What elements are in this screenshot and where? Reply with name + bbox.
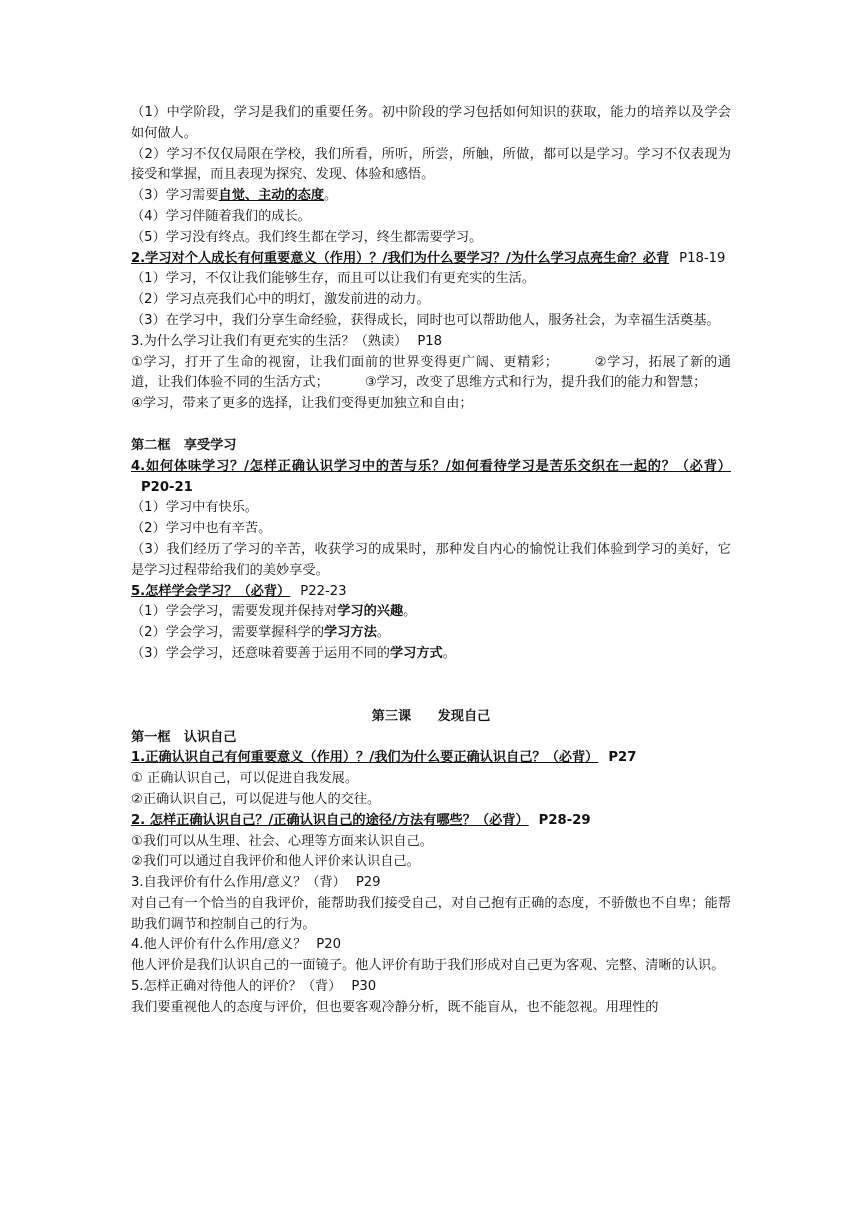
l3q4-body: 他人评价是我们认识自己的一面镜子。他人评价有助于我们形成对自己更为客观、完整、清晰的认识。 — [131, 958, 725, 974]
q2-item-2: （2）学习点亮我们心中的明灯，激发前进的动力。 — [131, 292, 430, 308]
l3q2-title: 2. 怎样正确认识自己？/正确认识自己的途径/方法有哪些？（必背） P28-29 — [131, 812, 591, 828]
l3q2-item-1: ①我们可以从生理、社会、心理等方面来认识自己。 — [131, 833, 433, 849]
q2-item-1: （1）学习，不仅让我们能够生存，而且可以让我们有更充实的生活。 — [131, 271, 536, 287]
spacer — [131, 665, 731, 707]
q5-item-3: （3）学会学习，还意味着要善于运用不同的学习方式。 — [131, 645, 456, 661]
sec1-item-4: （4）学习伴随着我们的成长。 — [131, 208, 311, 224]
q4-item-1: （1）学习中有快乐。 — [131, 500, 259, 516]
q5-title: 5.怎样学会学习？（必背） P22-23 — [131, 583, 347, 599]
q4-item-3: （3）我们经历了学习的辛苦，收获学习的成果时，那种发自内心的愉悦让我们体验到学习的美好，它是学习过程带给我们的美妙享受。 — [131, 541, 731, 578]
spacer — [131, 415, 731, 436]
l3q5-body: 我们要重视他人的态度与评价，但也要客观冷静分析，既不能盲从，也不能忽视。用理性的 — [131, 999, 659, 1015]
q4-item-2: （2）学习中也有辛苦。 — [131, 521, 272, 537]
frame2-heading: 第二框 享受学习 — [131, 437, 237, 453]
l3q4-title: 4.他人评价有什么作用/意义？ P20 — [131, 937, 342, 953]
l3q1-title: 1.正确认识自己有何重要意义（作用）？/我们为什么要正确认识自己？（必背） P27 — [131, 750, 637, 766]
l3q3-body: 对自己有一个恰当的自我评价，能帮助我们接受自己，对自己抱有正确的态度，不骄傲也不自卑；能帮助我们调节和控制自己的行为。 — [131, 895, 731, 932]
l3q2-item-2: ②我们可以通过自我评价和他人评价来认识自己。 — [131, 854, 420, 870]
q3-paragraph-2: ④学习，带来了更多的选择，让我们变得更加独立和自由； — [131, 396, 473, 412]
q5-item-2: （2）学会学习，需要掌握科学的学习方法。 — [131, 625, 390, 641]
sec1-item-5: （5）学习没有终点。我们终生都在学习，终生都需要学习。 — [131, 229, 483, 245]
sec1-item-3: （3）学习需要自觉、主动的态度。 — [131, 188, 338, 204]
q2-title: 2.学习对个人成长有何重要意义（作用）？/我们为什么要学习？/为什么学习点亮生命？必背 P18-19 — [131, 250, 726, 266]
l3q5-title: 5.怎样正确对待他人的评价？（背） P30 — [131, 979, 377, 995]
lesson3-heading: 第三课 发现自己 — [371, 708, 491, 724]
q2-item-3: （3）在学习中，我们分享生命经验，获得成长，同时也可以帮助他人，服务社会，为幸福生活奠基。 — [131, 312, 720, 328]
q5-item-1: （1）学会学习，需要发现并保持对学习的兴趣。 — [131, 604, 417, 620]
document-page — [131, 103, 731, 1019]
q3-paragraph-1: ①学习，打开了生命的视窗，让我们面前的世界变得更广阔、更精彩； ②学习，拓展了新的通道，让我们体验不同的生活方式； ③学习，改变了思维方式和行为，提升我们的能力和智慧； — [131, 354, 731, 391]
l3q1-item-2: ②正确认识自己，可以促进与他人的交往。 — [131, 791, 381, 807]
sec1-item-2: （2）学习不仅仅局限在学校，我们所看，所听，所尝，所触，所做，都可以是学习。学习不仅表现为接受和掌握，而且表现为探究、发现、体验和感悟。 — [131, 146, 731, 183]
l3q3-title: 3.自我评价有什么作用/意义？（背） P29 — [131, 875, 381, 891]
lesson3-frame1-heading: 第一框 认识自己 — [131, 729, 237, 745]
sec1-item-1: （1）中学阶段，学习是我们的重要任务。初中阶段的学习包括如何知识的获取，能力的培养以及学会如何做人。 — [131, 105, 731, 141]
q3-title: 3.为什么学习让我们有更充实的生活？（熟读） P18 — [131, 333, 443, 349]
l3q1-item-1: ① 正确认识自己，可以促进自我发展。 — [131, 771, 359, 787]
q4-title: 4.如何体味学习？/怎样正确认识学习中的苦与乐？/如何看待学习是苦乐交织在一起的？（必背）P20-21 — [131, 458, 731, 495]
